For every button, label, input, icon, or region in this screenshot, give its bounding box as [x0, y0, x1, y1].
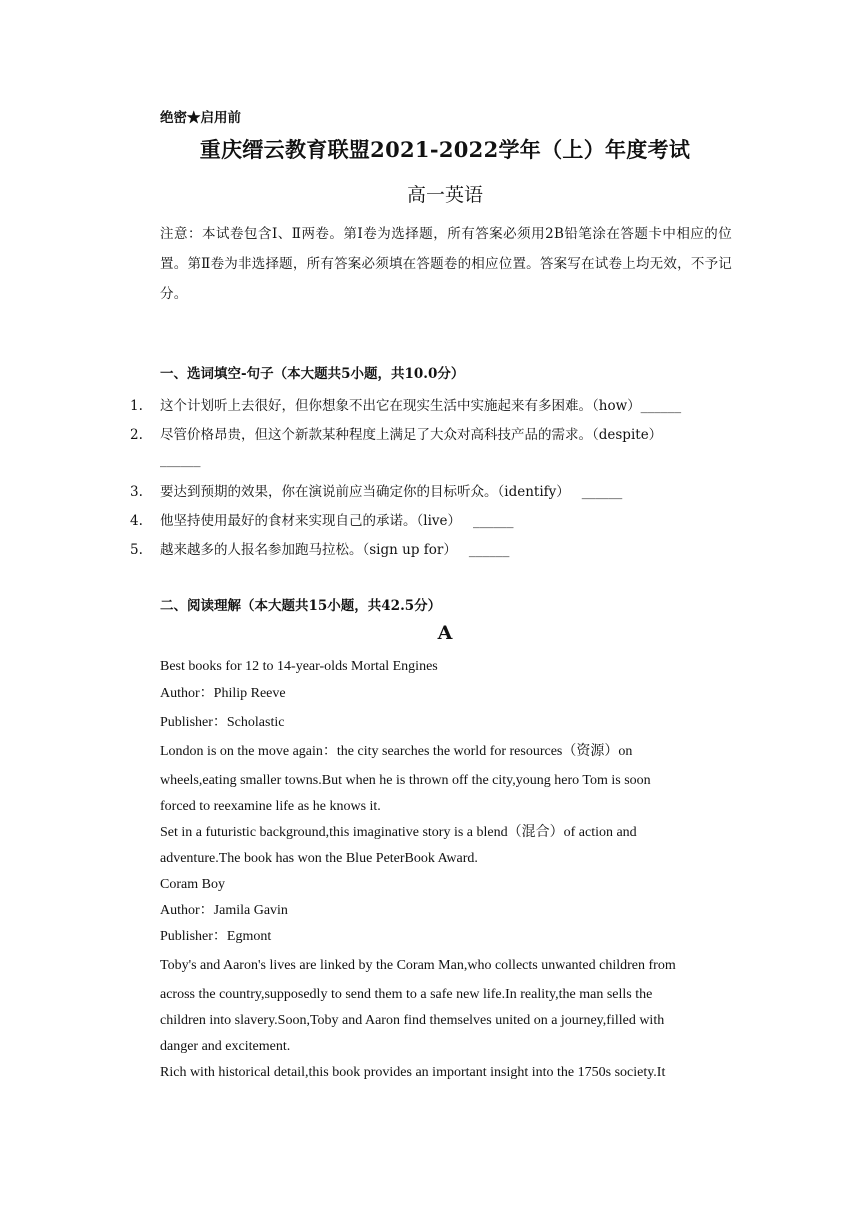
- question-item: [130, 538, 509, 558]
- passage-line: Coram Boy: [160, 876, 225, 892]
- exam-subject: 高一英语: [406, 184, 483, 206]
- question-item: [130, 394, 681, 414]
- passage-line: London is on the move again：the city searches the world for resources（资源）on: [160, 743, 633, 759]
- question-item: [130, 480, 622, 500]
- question-text: 尽管价格昂贵，但这个新款某种程度上满足了大众对高科技产品的需求。（despite）: [160, 427, 663, 443]
- question-text: 他坚持使用最好的食材来实现自己的承诺。（live）: [160, 513, 462, 529]
- question-item: [130, 423, 662, 443]
- passage-line: Author：Jamila Gavin: [160, 902, 288, 918]
- confidential-mark: 绝密★启用前: [160, 110, 241, 126]
- question-text: 这个计划听上去很好，但你想象不出它在现实生活中实施起来有多困难。（how）: [160, 398, 641, 414]
- passage-line: wheels,eating smaller towns.But when he is thrown off the city,young hero Tom is soon: [160, 772, 651, 788]
- question-number: 1.: [130, 398, 143, 414]
- passage-line: Toby's and Aaron's lives are linked by the Coram Man,who collects unwanted children from: [160, 957, 676, 973]
- question-number: 4.: [130, 513, 143, 529]
- answer-blank[interactable]: ______: [640, 398, 682, 414]
- passage-line: across the country,supposedly to send them to a safe new life.In reality,the man sells the: [160, 986, 653, 1002]
- passage-line: adventure.The book has won the Blue PeterBook Award.: [160, 850, 478, 866]
- answer-blank[interactable]: ______: [468, 542, 510, 558]
- passage-line: forced to reexamine life as he knows it.: [160, 798, 381, 814]
- passage-line: Best books for 12 to 14-year-olds Mortal Engines: [160, 659, 438, 674]
- exam-title: 重庆缙云教育联盟2021-2022学年（上）年度考试: [199, 137, 691, 162]
- question-item: [130, 509, 514, 529]
- answer-blank[interactable]: ______: [581, 484, 623, 500]
- passage-line: children into slavery.Soon,Toby and Aaron find themselves united on a journey,filled with: [160, 1012, 665, 1028]
- question-text: 要达到预期的效果，你在演说前应当确定你的目标听众。（identify）: [160, 484, 570, 500]
- section-heading-vocabulary: 一、选词填空-句子（本大题共5小题，共10.0分）: [160, 366, 465, 382]
- answer-blank[interactable]: ______: [473, 513, 514, 529]
- exam-notice: 注意：本试卷包含Ⅰ、Ⅱ两卷。第Ⅰ卷为选择题，所有答案必须用2B铅笔涂在答题卡中相应的位置。第Ⅱ卷为非选择题，所有答案必须填在答题卷的相应位置。答案写在试卷上均无效，不予记分。: [160, 226, 732, 302]
- question-number: 2.: [130, 427, 143, 443]
- passage-line: Publisher：Scholastic: [160, 714, 285, 730]
- passage-line: Rich with historical detail,this book provides an important insight into the 1750s society.It: [160, 1064, 666, 1080]
- answer-blank[interactable]: ______: [160, 452, 201, 468]
- question-number: 3.: [130, 484, 143, 500]
- question-number: 5.: [130, 542, 143, 558]
- passage-line: Author：Philip Reeve: [160, 685, 286, 701]
- section-heading-reading: 二、阅读理解（本大题共15小题，共42.5分）: [160, 598, 442, 614]
- question-text: 越来越多的人报名参加跑马拉松。（sign up for）: [160, 542, 457, 558]
- passage-label: A: [437, 622, 453, 644]
- reading-passage: [160, 656, 728, 1088]
- passage-line: Publisher：Egmont: [160, 928, 272, 944]
- passage-line: Set in a futuristic background,this imaginative story is a blend（混合）of action and: [160, 824, 637, 840]
- passage-line: danger and excitement.: [160, 1038, 291, 1054]
